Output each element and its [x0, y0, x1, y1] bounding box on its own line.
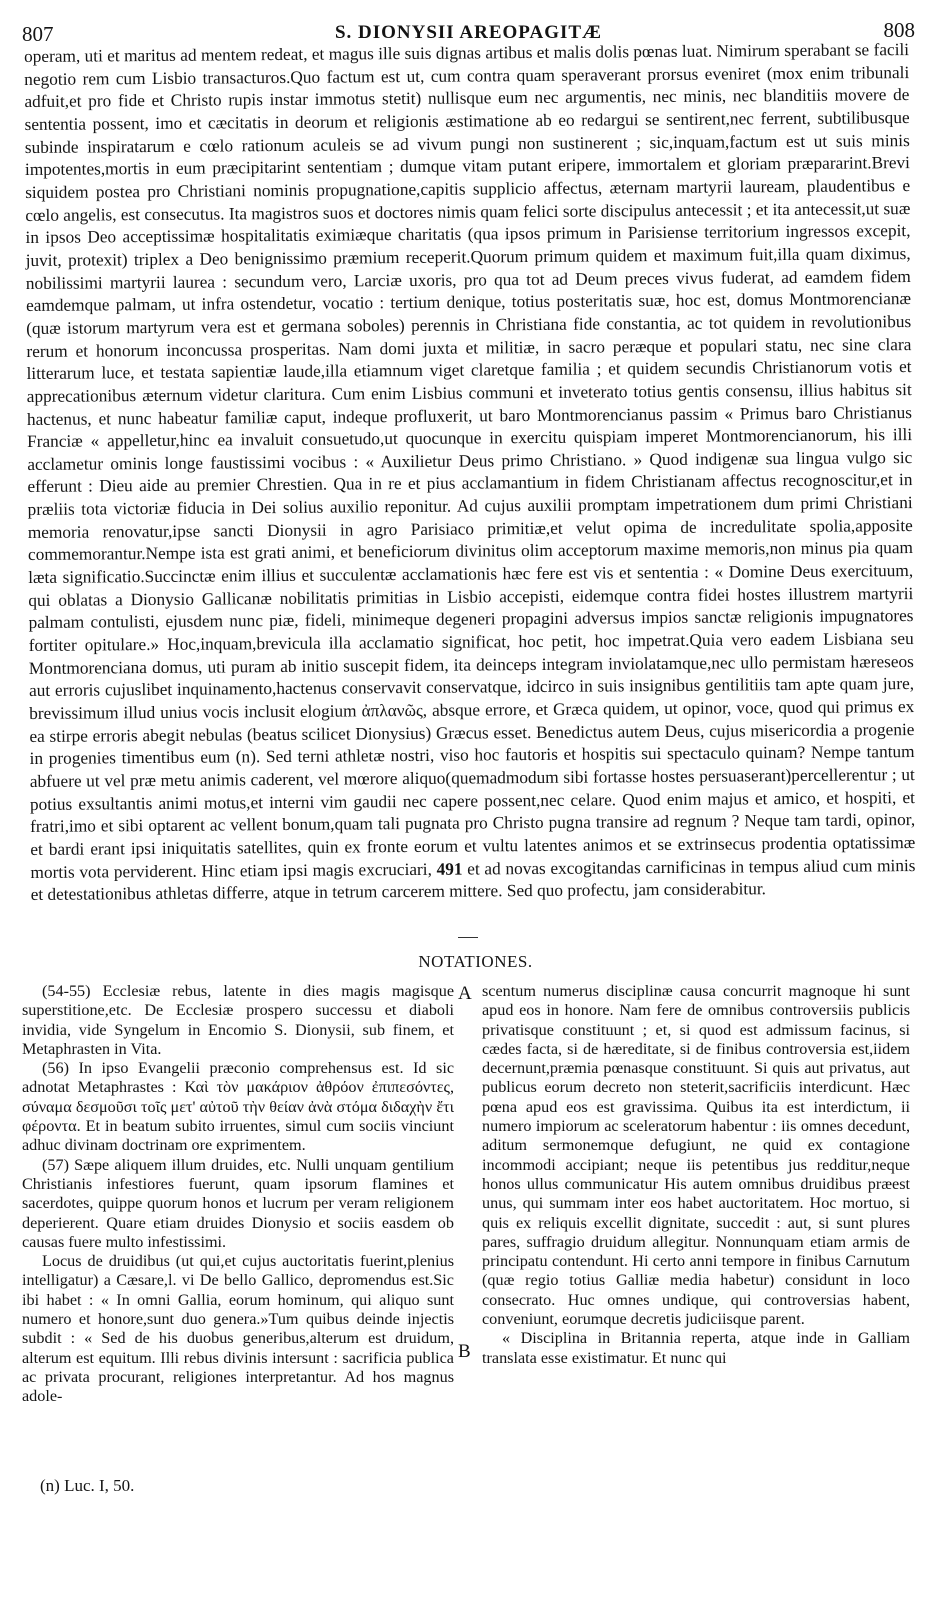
main-text-part-1: operam, uti et maritus ad mentem redeat, et magus ille suis dignas artibus et malis dolis pœnas luat. Nimirum sperabant se facili negotio rem cum Lisbio transacturos.Quo factum est ut, cum contra quam speraverant prorsus eveniret (mox enim tribunali adfuit,et pro fide et Christo rupis instar immotus stetit) nullisque eum nec argumentis, nec minis, nec blanditiis movere de sententia possent, imo et cæcitatis in deorum et religionis æstimatione ab eo redargui se sentirent,nec ferrent, subtilibusque subinde inspiratarum e cœlo rationum aculeis se ad vivum pungi non sustinerent ; sic,inquam,factum est ut suis minis impotentes,mortis in eum præcipitarint sententiam ; dumque vitam putant eripere, immortalem et gloriam præpararint.Brevi siquidem postea pro Christiani nominis propugnatione,capitis supplicio affectus, æternam martyrii lauream, plaudentibus e cœlo angelis, est consecutus. Ita magistros suos et doctores nimis quam felici sorte discipulus antecessit ; et ita antecessit,ut suæ in ipsos Deo acceptissimæ hospitalitatis eximiæque charitatis (qua ipsos primum in Parisiense territorium ingressos excepit, juvit, protexit) triplex a Deo benignissimo præmium receperit.Quorum primum quidem et maximum fuit,illa quam diximus, nobilissimi martyrii laurea : secundum vero, Larciæ uxoris, pro qua tot ad Deum preces vivus fuderat, ad eamdem fidem eamdemque palmam, ut infra ostendetur, vocatio : tertium denique, totius posteritatis suæ, hoc est, domus Montmorencianæ (quæ istorum martyrum vera est et germana soboles) perennis in Christiana fide constantia, ac tot quidem in revolutionibus rerum et honorum inconcussa prosperitas. Nam domi juxta et militiæ, in sacro peræque et populari statu, nec sine clara litterarum luce, et testata sapientiæ laude,illa etiamnum viget claretque familia ; et quidem secundis Christianorum votis et apprecationibus æternum videtur claritura. Cum enim Lisbius communi et inveterato totius gentis consensu, illius habitus sit hactenus, et nunc habeatur familiæ caput, indeque profluxerit, ut baro Montmorencianus passim « Primus baro Christianus Franciæ « appelletur,hinc ea invaluit consuetudo,ut quocunque in exercitu quispiam imperet Montmorencianorum, his illi acclametur ominis longe faustissimi vocibus : « Auxilietur Deus primo Christiano. » Quod indigenæ sua lingua vulgo sic efferunt : Dieu aide au premier Chrestien. Qua in re et pius acclamantium in fidem Christianam affectus recognoscitur,et in præliis tota victoriæ fiducia in Dei solius auxilio reponitur. Ad cujus auxilii promptam impetrationem dum primi Christiani memoria renovatur,ipse sancti Dionysii in agro Parisiaco primitiæ,et velut opima de incredulitate spolia,apposite commemorantur.Nempe ista est grati animi, et beneficiorum divinitus olim acceptorum maxime memoris,non minus pia quam læta significatio.Succinctæ enim illius et succulentæ acclamationis hæc fere est vis et sententia : « Domine Deus exercituum, qui oblatas a Dionysio Gallicanæ nobilitatis primitias in Lisbio accepisti, eidemque contra fidei hostes illustrem martyrii palmam contulisti, ejusdem nunc piæ, fideli, minimeque degeneri propagini adversus impios sanctæ religionis impugnatores fortiter opitulare.» Hoc,inquam,brevicula illa acclamatio significat, hoc petit, hoc impetrat.Quia vero eadem Lisbiana seu Montmorenciana domus, uti puram ab initio suscepit fidem, ita deinceps integram inviolatamque,nec ullo permistam hæreseos aut erroris cujuslibet inquinamento,hactenus conservavit conservatque, idcirco in suis insignibus gentilitiis tam apte quam jure, brevissimum illud unius vocis inclusit elogium ἀπλανῶς, absque errore, et Græca quidem, ut opinor, voce, quod qui primus ex ea stirpe erroris abegit nebulas (beatus scilicet Dionysius) Græcus esset. Benedictus autem Deus, cujus misericordia a progenie in progenies timentibus eum (n). Sed terni athletæ nostri, viso hoc fautoris et hospitis sui spectaculo quinam? Nempe tantum abfuere ut vel præ metu animis caderent, vel mœrore aliquo(quemadmodum sibi fortasse hostes persuaserant)percellerentur ; ut potius exsultantis animi motus,et interni vim gaudii nec capere possent,nec celare. Quod enim majus et amico, et hospiti, et fratri,imo et sibi optarent ac vellent bonum,quam tali pugnata pro Christo pugna transire ad regnum ? Neque tam tardi, opinor, et bardi erant ipsi iniquitatis satellites, quin ex fronte eorum et vultu latentes animos et se extrinsecus prodentia optatissimæ mortis vota perviderent. Hinc etiam ipsi magis excruciari,	[24, 40, 916, 882]
main-text-part-2: et ad novas excogitandas carnificinas in tempus aliud cum minis et detestationibus athletas differre, atque in tetrum carcerem mittere. Sed quo profectu, jam considerabitur.	[30, 855, 916, 905]
section-divider	[458, 937, 478, 938]
running-title: S. DIONYSII AREOPAGITÆ	[334, 22, 603, 43]
margin-letter-b: B	[458, 1341, 471, 1362]
footnote: (n) Luc. I, 50.	[40, 1476, 135, 1495]
note-paragraph: scentum numerus disciplinæ causa concurrit magnoque hi sunt apud eos in honore. Nam fere de omnibus controversiis publicis privatisque constituunt ; et, si quod est admissum facinus, si cædes facta, si de hæreditate, si de finibus controversia est,iidem decernunt,præmia pœnasque constituunt. Si quis aut privatus, aut publicus eorum decreto non steterit,sacrificiis interdicunt. Hæc pœna apud eos est gravissima. Quibus ita est interdictum, ii numero impiorum ac sceleratorum habentur : iis omnes decedunt, aditum sermonemque defugiunt, ne quid ex contagione incommodi accipiant; neque iis petentibus jus redditur,neque honos ullus communicatur His autem omnibus druidibus præest unus, qui summam inter eos habet auctoritatem. Hoc mortuo, si quis ex reliquis excellit dignitate, succedit : aut, si sunt plures pares, suffragio druidum allegitur. Nonnunquam etiam armis de principatu contendunt. Hi certo anni tempore in finibus Carnutum (quæ regio totius Galliæ media habetur) considunt in loco consecrato. Huc omnes undique, qui controversias habent, conveniunt, eorumque decretis judiciisque parent.	[482, 982, 910, 1329]
note-paragraph: (57) Sæpe aliquem illum druides, etc. Nulli unquam gentilium Christianis infestiores fuerunt, quam ipsorum flamines et sacerdotes, quippe quorum honos et lucrum per veram religionem deperierent. Quare etiam druides Dionysio et sociis easdem ob causas fuere multo infestissimi.	[22, 1155, 454, 1251]
notes-left-column	[22, 982, 454, 1407]
page-number-left: 807	[22, 22, 54, 46]
notes-right-column	[482, 982, 910, 1368]
main-text-block	[24, 39, 916, 907]
note-paragraph: « Disciplina in Britannia reperta, atque inde in Galliam translata esse existimatur. Et nunc qui	[482, 1329, 910, 1367]
note-paragraph: Locus de druidibus (ut qui,et cujus auctoritatis fuerint,plenius intelligatur) a Cæsare,l. vi De bello Gallico, depromendus est.Sic ibi habet : « In omni Gallia, eorum hominum, qui aliquo sunt numero et honore,sunt duo genera.»Tum quibus deinde injectis subdit : « Sed de his duobus generibus,alterum est druidum, alterum est equitum. Illi rebus divinis intersunt : sacrificia publica ac privata procurant, religiones interpretantur. Ad hos magnus adole-	[22, 1252, 454, 1406]
note-paragraph: (56) In ipso Evangelii præconio comprehensus est. Id sic adnotat Metaphrastes : Καὶ τὸν μακάριον ἀθρόον ἐπιπεσόντες, σύναμα δεσμοῦσι τοῖς μετ' αὐτοῦ τὴν θείαν ἀνὰ στόμα διδαχὴν ἔτι φέροντα. Et in beatum subito irruentes, simul cum sociis vinciunt adhuc divinam doctrinam ore exprimentem.	[22, 1059, 454, 1155]
notes-heading: NOTATIONES.	[418, 952, 533, 971]
note-paragraph: (54-55) Ecclesiæ rebus, latente in dies magis magisque superstitione,etc. De Ecclesiæ prospero successu et diaboli invidia, vide Syngelum in Encomio S. Dionysii, sub finem, et Metaphrasten in Vita.	[22, 982, 454, 1058]
margin-letter-a: A	[458, 983, 472, 1004]
margin-page-marker: 491	[436, 859, 463, 879]
page-number-right: 808	[883, 18, 915, 42]
